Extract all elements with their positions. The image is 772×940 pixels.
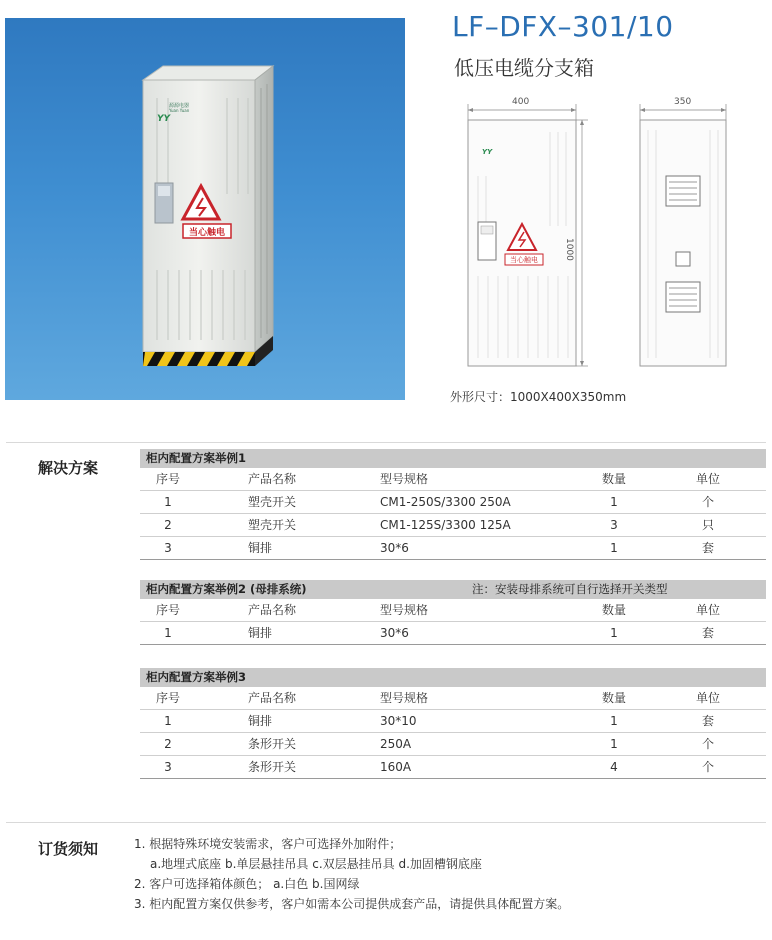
cell-model: 30*6 <box>380 541 409 555</box>
col-header-name: 产品名称 <box>248 472 297 486</box>
config-table-1 <box>140 449 766 560</box>
cell-name: 条形开关 <box>248 737 297 751</box>
section-divider <box>6 822 766 823</box>
col-header-no: 序号 <box>155 603 180 617</box>
col-header-no: 序号 <box>155 691 180 705</box>
table-header-row <box>140 599 766 622</box>
photo-brand-en: Yuan Yuan <box>169 108 190 113</box>
cell-qty: 1 <box>610 495 618 509</box>
col-header-qty: 数量 <box>601 472 626 486</box>
col-header-qty: 数量 <box>601 691 626 705</box>
cell-no: 3 <box>164 541 172 555</box>
col-header-unit: 单位 <box>695 603 720 617</box>
photo-brand-cn: 源源电器 <box>169 103 190 109</box>
col-header-unit: 单位 <box>695 472 720 486</box>
cell-name: 铜排 <box>248 714 273 728</box>
config-table-title-text: 柜内配置方案举例1 <box>146 451 247 465</box>
table-row <box>140 537 766 560</box>
cell-unit: 套 <box>701 626 714 640</box>
front-view-outline <box>458 96 598 376</box>
table-row <box>140 756 766 779</box>
cell-qty: 1 <box>610 714 618 728</box>
cell-unit: 只 <box>701 518 714 532</box>
order-section-label: 订货须知 <box>38 840 99 858</box>
order-note-line: 1. 根据特殊环境安装需求，客户可选择外加附件； <box>134 837 402 851</box>
front-width-dimension: 400 <box>512 97 530 107</box>
config-table-title <box>140 580 766 599</box>
config-table-2 <box>140 580 766 645</box>
col-header-no: 序号 <box>155 472 180 486</box>
side-depth-dimension: 350 <box>674 97 692 107</box>
cell-model: 30*6 <box>380 626 409 640</box>
cell-name: 塑壳开关 <box>248 495 297 509</box>
front-view-drawing <box>458 96 598 376</box>
order-note-line: a.地埋式底座 b.单层悬挂吊具 c.双层悬挂吊具 d.加固槽钢底座 <box>150 857 482 871</box>
cell-no: 3 <box>164 760 172 774</box>
cell-model: 30*10 <box>380 714 417 728</box>
cell-qty: 4 <box>610 760 618 774</box>
cell-name: 铜排 <box>248 626 273 640</box>
solution-section-label: 解决方案 <box>38 459 99 477</box>
photo-logo: YY <box>157 114 171 124</box>
config-table-title <box>140 449 766 468</box>
cell-qty: 1 <box>610 626 618 640</box>
table-row <box>140 710 766 733</box>
height-dimension: 1000 <box>564 238 574 261</box>
cell-unit: 套 <box>701 714 714 728</box>
col-header-unit: 单位 <box>695 691 720 705</box>
cell-no: 2 <box>164 737 172 751</box>
product-photo <box>5 18 405 400</box>
product-name: 低压电缆分支箱 <box>454 56 594 80</box>
config-table-note: 注：安装母排系统可自行选择开关类型 <box>472 582 668 596</box>
drawing-warning-label: 当心触电 <box>510 256 538 264</box>
cell-name: 条形开关 <box>248 760 297 774</box>
cell-model: 250A <box>380 737 412 751</box>
table-row <box>140 622 766 645</box>
photo-warning-label: 当心触电 <box>188 228 225 238</box>
cell-unit: 个 <box>701 737 714 751</box>
side-view-outline <box>632 96 732 376</box>
col-header-model: 型号规格 <box>380 472 429 486</box>
config-table-title-text: 柜内配置方案举例3 <box>146 670 247 684</box>
section-divider <box>6 442 766 443</box>
cabinet-photo-illustration <box>5 18 405 400</box>
cell-qty: 3 <box>610 518 618 532</box>
col-header-qty: 数量 <box>601 603 626 617</box>
side-view-drawing <box>632 96 732 376</box>
table-row <box>140 514 766 537</box>
col-header-name: 产品名称 <box>248 691 297 705</box>
cell-unit: 个 <box>701 760 714 774</box>
table-row <box>140 733 766 756</box>
cell-qty: 1 <box>610 737 618 751</box>
order-note-line: 2. 客户可选择箱体颜色； a.白色 b.国网绿 <box>134 877 360 891</box>
config-table-3 <box>140 668 766 779</box>
cell-no: 1 <box>164 714 172 728</box>
col-header-model: 型号规格 <box>380 603 429 617</box>
model-title: LF–DFX–301/10 <box>452 10 674 43</box>
cell-unit: 套 <box>701 541 714 555</box>
table-header-row <box>140 468 766 491</box>
col-header-model: 型号规格 <box>380 691 429 705</box>
cell-no: 1 <box>164 626 172 640</box>
config-table-title-text: 柜内配置方案举例2 (母排系统) <box>146 582 307 596</box>
cell-qty: 1 <box>610 541 618 555</box>
col-header-name: 产品名称 <box>248 603 297 617</box>
cell-no: 2 <box>164 518 172 532</box>
table-row <box>140 491 766 514</box>
drawing-logo: YY <box>482 148 493 156</box>
config-table-title <box>140 668 766 687</box>
cell-unit: 个 <box>701 495 714 509</box>
cell-model: 160A <box>380 760 412 774</box>
cell-name: 塑壳开关 <box>248 518 297 532</box>
cell-name: 铜排 <box>248 541 273 555</box>
cell-model: CM1-250S/3300 250A <box>380 495 511 509</box>
order-note-line: 3. 柜内配置方案仅供参考，客户如需本公司提供成套产品，请提供具体配置方案。 <box>134 897 570 911</box>
table-header-row <box>140 687 766 710</box>
outline-dimensions: 外形尺寸：1000X400X350mm <box>450 390 627 404</box>
cell-no: 1 <box>164 495 172 509</box>
cell-model: CM1-125S/3300 125A <box>380 518 511 532</box>
